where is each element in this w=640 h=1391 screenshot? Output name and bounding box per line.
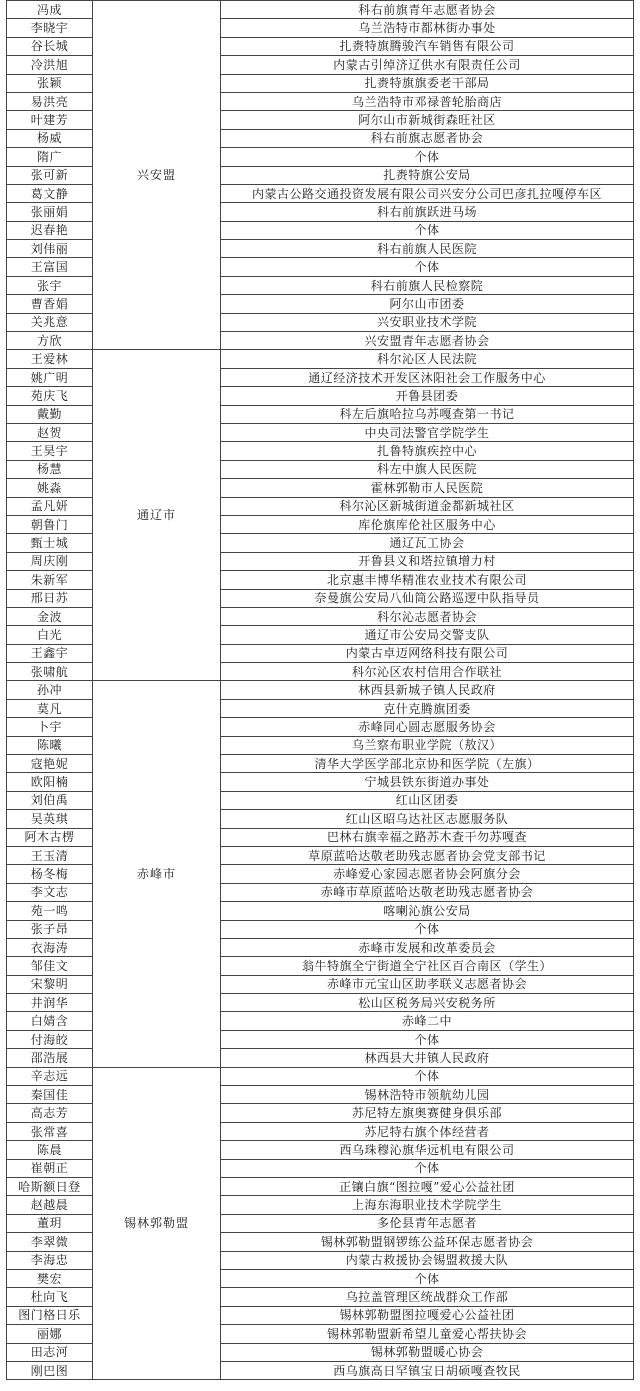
work-unit-cell: 克什克腾旗团委 bbox=[221, 699, 634, 717]
work-unit-cell: 喀喇沁旗公安局 bbox=[221, 902, 634, 920]
work-unit-cell: 科尔沁志愿者协会 bbox=[221, 607, 634, 625]
person-name-cell: 金波 bbox=[7, 607, 93, 625]
work-unit-cell: 赤峰爱心家园志愿者协会阿旗分会 bbox=[221, 865, 634, 883]
person-name-cell: 冯成 bbox=[7, 1, 93, 19]
work-unit-cell: 锡林郭勒盟新希望儿童爱心帮扶协会 bbox=[221, 1325, 634, 1343]
person-name-cell: 吴英琪 bbox=[7, 810, 93, 828]
work-unit-cell: 西乌旗高日罕镇宝日胡硕嘎查牧民 bbox=[221, 1361, 634, 1379]
person-name-cell: 曹香娟 bbox=[7, 295, 93, 313]
person-name-cell: 易洪亮 bbox=[7, 92, 93, 110]
person-name-cell: 迟春艳 bbox=[7, 221, 93, 239]
person-name-cell: 王昊宇 bbox=[7, 442, 93, 460]
person-name-cell: 戴勤 bbox=[7, 405, 93, 423]
work-unit-cell: 清华大学医学部北京协和医学院（左旗） bbox=[221, 755, 634, 773]
person-name-cell: 宋黎明 bbox=[7, 975, 93, 993]
person-name-cell: 田志河 bbox=[7, 1343, 93, 1361]
work-unit-cell: 松山区税务局兴安税务所 bbox=[221, 994, 634, 1012]
person-name-cell: 苑一鸣 bbox=[7, 902, 93, 920]
work-unit-cell: 兴安盟青年志愿者协会 bbox=[221, 332, 634, 350]
work-unit-cell: 乌兰浩特市都林街办事处 bbox=[221, 19, 634, 37]
work-unit-cell: 北京惠丰博华精准农业技术有限公司 bbox=[221, 571, 634, 589]
person-name-cell: 井润华 bbox=[7, 994, 93, 1012]
work-unit-cell: 个体 bbox=[221, 1030, 634, 1048]
work-unit-cell: 锡林郭勒盟钢锣练公益环保志愿者协会 bbox=[221, 1233, 634, 1251]
person-name-cell: 樊宏 bbox=[7, 1269, 93, 1287]
person-name-cell: 隋广 bbox=[7, 148, 93, 166]
person-name-cell: 杨冬梅 bbox=[7, 865, 93, 883]
work-unit-cell: 西乌珠穆沁旗华远机电有限公司 bbox=[221, 1141, 634, 1159]
person-name-cell: 白光 bbox=[7, 626, 93, 644]
work-unit-cell: 草原蓝哈达敬老助残志愿者协会党支部书记 bbox=[221, 846, 634, 864]
person-name-cell: 董玥 bbox=[7, 1214, 93, 1232]
work-unit-cell: 奈曼旗公安局八仙筒公路巡逻中队指导员 bbox=[221, 589, 634, 607]
work-unit-cell: 通辽经济技术开发区沐阳社会工作服务中心 bbox=[221, 368, 634, 386]
work-unit-cell: 开鲁县义和塔拉镇增力村 bbox=[221, 552, 634, 570]
person-name-cell: 朱新军 bbox=[7, 571, 93, 589]
person-name-cell: 孟凡妍 bbox=[7, 497, 93, 515]
person-name-cell: 邹佳文 bbox=[7, 957, 93, 975]
person-name-cell: 张常喜 bbox=[7, 1122, 93, 1140]
work-unit-cell: 扎赉特旗腾骏汽车销售有限公司 bbox=[221, 37, 634, 55]
person-name-cell: 甄士城 bbox=[7, 534, 93, 552]
work-unit-cell: 兴安职业技术学院 bbox=[221, 313, 634, 331]
person-name-cell: 莫凡 bbox=[7, 699, 93, 717]
work-unit-cell: 红山区昭乌达社区志愿服务队 bbox=[221, 810, 634, 828]
person-name-cell: 李文志 bbox=[7, 883, 93, 901]
person-name-cell: 秦国佳 bbox=[7, 1086, 93, 1104]
person-name-cell: 赵贺 bbox=[7, 423, 93, 441]
person-name-cell: 张子昂 bbox=[7, 920, 93, 938]
work-unit-cell: 库伦旗库伦社区服务中心 bbox=[221, 515, 634, 533]
person-name-cell: 邢日苏 bbox=[7, 589, 93, 607]
work-unit-cell: 锡林浩特市领航幼儿园 bbox=[221, 1086, 634, 1104]
table-row bbox=[7, 1067, 634, 1085]
work-unit-cell: 科右前旗人民检察院 bbox=[221, 276, 634, 294]
work-unit-cell: 内蒙古救援协会锡盟救援大队 bbox=[221, 1251, 634, 1269]
person-name-cell: 欧阳楠 bbox=[7, 773, 93, 791]
person-name-cell: 张宇 bbox=[7, 276, 93, 294]
work-unit-cell: 上海东海职业技术学院学生 bbox=[221, 1196, 634, 1214]
person-name-cell: 王鑫宇 bbox=[7, 644, 93, 662]
work-unit-cell: 锡林郭勒盟暖心协会 bbox=[221, 1343, 634, 1361]
person-name-cell: 姚广明 bbox=[7, 368, 93, 386]
work-unit-cell: 扎赉特旗公安局 bbox=[221, 166, 634, 184]
person-name-cell: 卜宇 bbox=[7, 718, 93, 736]
work-unit-cell: 通辽瓦工协会 bbox=[221, 534, 634, 552]
person-name-cell: 杜向飞 bbox=[7, 1288, 93, 1306]
work-unit-cell: 多伦县青年志愿者 bbox=[221, 1214, 634, 1232]
work-unit-cell: 阿尔山市新城街森旺社区 bbox=[221, 111, 634, 129]
work-unit-cell: 科右前旗跃进马场 bbox=[221, 203, 634, 221]
person-name-cell: 刘伯禹 bbox=[7, 791, 93, 809]
person-name-cell: 冷洪旭 bbox=[7, 56, 93, 74]
person-name-cell: 张啸航 bbox=[7, 663, 93, 681]
person-name-cell: 姚淼 bbox=[7, 479, 93, 497]
person-name-cell: 衣海涛 bbox=[7, 938, 93, 956]
work-unit-cell: 科左后旗哈拉乌苏嘎查第一书记 bbox=[221, 405, 634, 423]
work-unit-cell: 赤峰同心圆志愿服务协会 bbox=[221, 718, 634, 736]
work-unit-cell: 个体 bbox=[221, 920, 634, 938]
work-unit-cell: 科右前旗志愿者协会 bbox=[221, 129, 634, 147]
work-unit-cell: 科右前旗青年志愿者协会 bbox=[221, 1, 634, 19]
work-unit-cell: 科尔沁区新城街道金都新城社区 bbox=[221, 497, 634, 515]
work-unit-cell: 林西县新城子镇人民政府 bbox=[221, 681, 634, 699]
work-unit-cell: 个体 bbox=[221, 1159, 634, 1177]
work-unit-cell: 内蒙古引绰济辽供水有限责任公司 bbox=[221, 56, 634, 74]
region-cell: 通辽市 bbox=[93, 350, 221, 681]
work-unit-cell: 翁牛特旗全宁街道全宁社区百合南区（学生） bbox=[221, 957, 634, 975]
person-name-cell: 葛文静 bbox=[7, 184, 93, 202]
work-unit-cell: 乌拉盖管理区统战群众工作部 bbox=[221, 1288, 634, 1306]
work-unit-cell: 中央司法警官学院学生 bbox=[221, 423, 634, 441]
person-name-cell: 图门格日乐 bbox=[7, 1306, 93, 1324]
work-unit-cell: 巴林右旗幸福之路苏木查干勿苏嘎查 bbox=[221, 828, 634, 846]
work-unit-cell: 霍林郭勒市人民医院 bbox=[221, 479, 634, 497]
work-unit-cell: 通辽市公安局交警支队 bbox=[221, 626, 634, 644]
work-unit-cell: 赤峰市元宝山区助孝联义志愿者协会 bbox=[221, 975, 634, 993]
work-unit-cell: 个体 bbox=[221, 1067, 634, 1085]
person-name-cell: 张颖 bbox=[7, 74, 93, 92]
table-row bbox=[7, 681, 634, 699]
person-name-cell: 周庆刚 bbox=[7, 552, 93, 570]
person-name-cell: 谷长城 bbox=[7, 37, 93, 55]
person-name-cell: 赵越晨 bbox=[7, 1196, 93, 1214]
person-name-cell: 哈斯额日登 bbox=[7, 1178, 93, 1196]
work-unit-cell: 阿尔山市团委 bbox=[221, 295, 634, 313]
person-name-cell: 杨慧 bbox=[7, 460, 93, 478]
work-unit-cell: 科左中旗人民医院 bbox=[221, 460, 634, 478]
person-name-cell: 李晓宇 bbox=[7, 19, 93, 37]
person-name-cell: 苑庆飞 bbox=[7, 387, 93, 405]
work-unit-cell: 扎鲁特旗疾控中心 bbox=[221, 442, 634, 460]
work-unit-cell: 苏尼特左旗奥赛健身俱乐部 bbox=[221, 1104, 634, 1122]
person-name-cell: 王玉清 bbox=[7, 846, 93, 864]
work-unit-cell: 个体 bbox=[221, 148, 634, 166]
work-unit-cell: 苏尼特右旗个体经营者 bbox=[221, 1122, 634, 1140]
work-unit-cell: 赤峰市发展和改革委员会 bbox=[221, 938, 634, 956]
volunteer-table bbox=[6, 0, 634, 1380]
work-unit-cell: 个体 bbox=[221, 258, 634, 276]
person-name-cell: 方欣 bbox=[7, 332, 93, 350]
work-unit-cell: 乌兰察布职业学院（敖汉） bbox=[221, 736, 634, 754]
work-unit-cell: 林西县大井镇人民政府 bbox=[221, 1049, 634, 1067]
person-name-cell: 李海忠 bbox=[7, 1251, 93, 1269]
person-name-cell: 丽娜 bbox=[7, 1325, 93, 1343]
work-unit-cell: 内蒙古公路交通投资发展有限公司兴安分公司巴彦扎拉嘎停车区 bbox=[221, 184, 634, 202]
person-name-cell: 陈晨 bbox=[7, 1141, 93, 1159]
person-name-cell: 王爱林 bbox=[7, 350, 93, 368]
person-name-cell: 杨威 bbox=[7, 129, 93, 147]
person-name-cell: 张丽娟 bbox=[7, 203, 93, 221]
person-name-cell: 张可新 bbox=[7, 166, 93, 184]
person-name-cell: 阿木古楞 bbox=[7, 828, 93, 846]
region-cell: 锡林郭勒盟 bbox=[93, 1067, 221, 1380]
work-unit-cell: 赤峰二中 bbox=[221, 1012, 634, 1030]
person-name-cell: 李翠微 bbox=[7, 1233, 93, 1251]
work-unit-cell: 宁城县铁东街道办事处 bbox=[221, 773, 634, 791]
person-name-cell: 孙冲 bbox=[7, 681, 93, 699]
work-unit-cell: 内蒙古卓迈网络科技有限公司 bbox=[221, 644, 634, 662]
volunteer-table-body bbox=[7, 1, 634, 1380]
work-unit-cell: 正镶白旗“图拉嘎”爱心公益社团 bbox=[221, 1178, 634, 1196]
person-name-cell: 崔朝正 bbox=[7, 1159, 93, 1177]
person-name-cell: 关兆意 bbox=[7, 313, 93, 331]
work-unit-cell: 红山区团委 bbox=[221, 791, 634, 809]
work-unit-cell: 科尔沁区农村信用合作联社 bbox=[221, 663, 634, 681]
person-name-cell: 陈曦 bbox=[7, 736, 93, 754]
work-unit-cell: 个体 bbox=[221, 1269, 634, 1287]
region-cell: 兴安盟 bbox=[93, 1, 221, 350]
person-name-cell: 朝鲁门 bbox=[7, 515, 93, 533]
work-unit-cell: 乌兰浩特市邓禄普轮胎商店 bbox=[221, 92, 634, 110]
person-name-cell: 刘伟丽 bbox=[7, 240, 93, 258]
work-unit-cell: 科尔沁区人民法院 bbox=[221, 350, 634, 368]
work-unit-cell: 扎赉特旗旗委老干部局 bbox=[221, 74, 634, 92]
work-unit-cell: 科右前旗人民医院 bbox=[221, 240, 634, 258]
work-unit-cell: 赤峰市草原蓝哈达敬老助残志愿者协会 bbox=[221, 883, 634, 901]
person-name-cell: 刚巴图 bbox=[7, 1361, 93, 1379]
person-name-cell: 白婧含 bbox=[7, 1012, 93, 1030]
person-name-cell: 王富国 bbox=[7, 258, 93, 276]
table-row bbox=[7, 1, 634, 19]
region-cell: 赤峰市 bbox=[93, 681, 221, 1067]
work-unit-cell: 个体 bbox=[221, 221, 634, 239]
table-row bbox=[7, 350, 634, 368]
person-name-cell: 辛志远 bbox=[7, 1067, 93, 1085]
person-name-cell: 邵浩展 bbox=[7, 1049, 93, 1067]
work-unit-cell: 开鲁县团委 bbox=[221, 387, 634, 405]
person-name-cell: 付海皎 bbox=[7, 1030, 93, 1048]
person-name-cell: 叶建芳 bbox=[7, 111, 93, 129]
person-name-cell: 高志芳 bbox=[7, 1104, 93, 1122]
work-unit-cell: 锡林郭勒盟图拉嘎爱心公益社团 bbox=[221, 1306, 634, 1324]
person-name-cell: 寇艳妮 bbox=[7, 755, 93, 773]
